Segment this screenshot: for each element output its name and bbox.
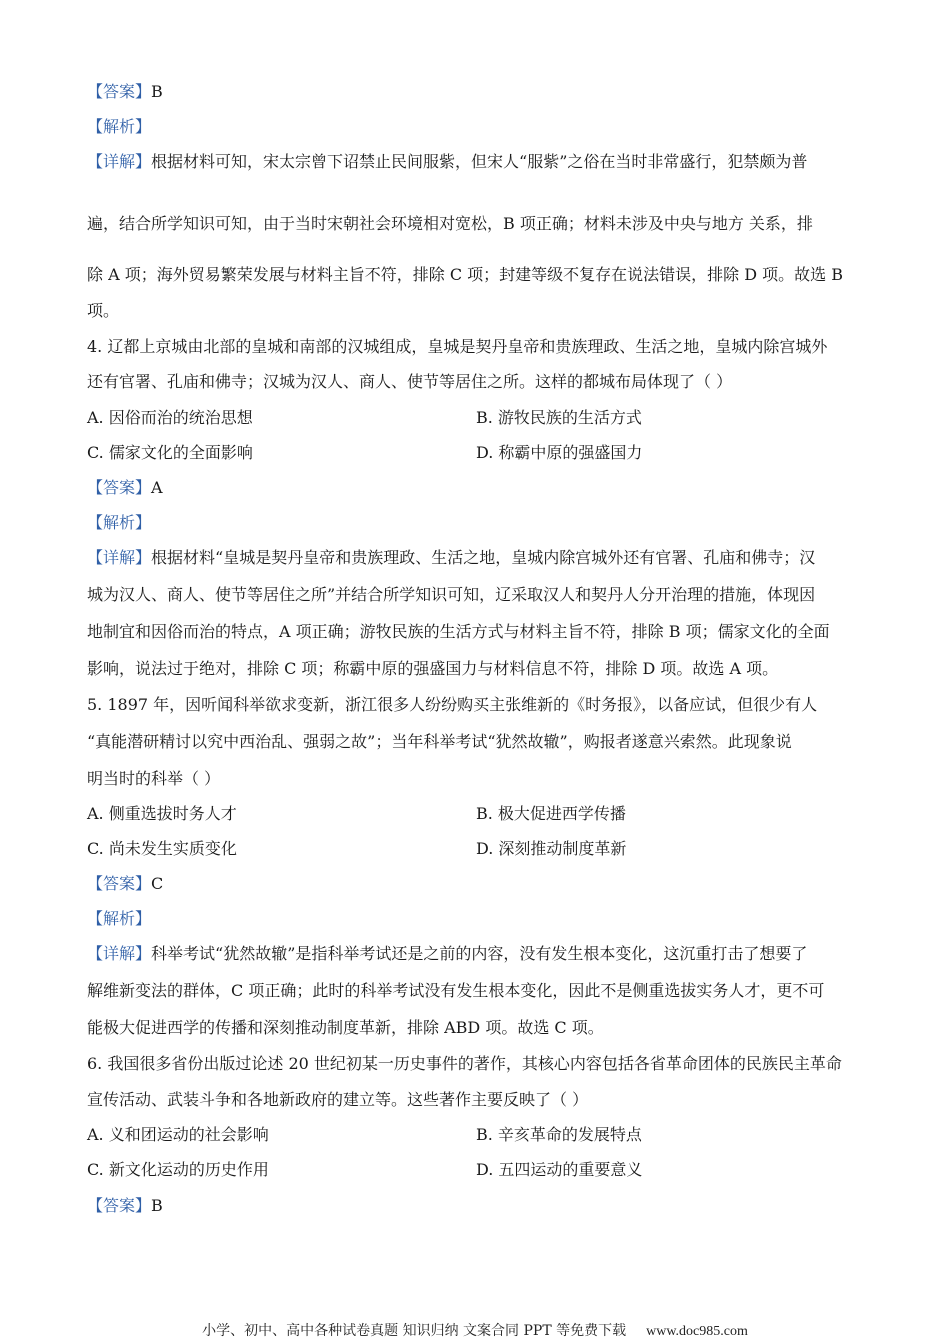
q5-detail-line: 解维新变法的群体，C 项正确；此时的科举考试没有发生根本变化，因此不是侧重选拔实务人才，更不可	[87, 981, 825, 1000]
q3-answer-line	[87, 82, 163, 102]
q5-option-a: A. 侧重选拔时务人才	[87, 804, 237, 823]
q4-option-d: D. 称霸中原的强盛国力	[476, 443, 643, 462]
q5-detail-line: 【详解】科举考试“犹然故辙”是指科举考试还是之前的内容，没有发生根本变化，这沉重打击了想要了	[87, 944, 808, 963]
q3-detail-line: 【详解】根据材料可知，宋太宗曾下诏禁止民间服紫，但宋人“服紫”之俗在当时非常盛行，犯禁颇为普	[87, 152, 808, 171]
q4-option-c: C. 儒家文化的全面影响	[87, 443, 253, 462]
q4-detail-line: 城为汉人、商人、使节等居住之所”并结合所学知识可知，辽采取汉人和契丹人分开治理的措施，体现因	[87, 585, 816, 604]
q5-analysis-tag: 【解析】	[87, 909, 152, 928]
footer-text: 小学、初中、高中各种试卷真题 知识归纳 文案合同 PPT 等免费下载	[202, 1323, 627, 1339]
answer-tag: 【答案】	[87, 1196, 152, 1215]
q5-stem: 明当时的科举（ ）	[87, 769, 221, 788]
detail-tag: 【详解】	[87, 944, 152, 963]
detail-tag: 【详解】	[87, 152, 152, 171]
q6-option-b: B. 辛亥革命的发展特点	[476, 1125, 642, 1144]
q3-detail-line: 遍，结合所学知识可知，由于当时宋朝社会环境相对宽松，B 项正确；材料未涉及中央与地方 关系，排	[87, 214, 813, 233]
q3-analysis-tag: 【解析】	[87, 117, 152, 136]
answer-tag: 【答案】	[87, 874, 152, 893]
detail-tag: 【详解】	[87, 548, 152, 567]
q4-detail-line: 地制宜和因俗而治的特点，A 项正确；游牧民族的生活方式与材料主旨不符，排除 B 项；儒家文化的全面	[87, 622, 830, 641]
q4-detail-line: 【详解】根据材料“皇城是契丹皇帝和贵族理政、生活之地，皇城内除宫城外还有官署、孔庙和佛寺；汉	[87, 548, 816, 567]
q4-detail-line: 影响，说法过于绝对，排除 C 项；称霸中原的强盛国力与材料信息不符，排除 D 项。故选 A 项。	[87, 659, 779, 678]
q6-option-c: C. 新文化运动的历史作用	[87, 1160, 269, 1179]
q3-detail-line: 除 A 项；海外贸易繁荣发展与材料主旨不符，排除 C 项；封建等级不复存在说法错误，排除 D 项。故选 B	[87, 265, 843, 284]
q6-answer-line	[87, 1196, 163, 1216]
q5-detail-line: 能极大促进西学的传播和深刻推动制度革新，排除 ABD 项。故选 C 项。	[87, 1018, 604, 1037]
footer-site-link[interactable]: www.doc985.com	[646, 1324, 748, 1339]
q5-option-b: B. 极大促进西学传播	[476, 804, 626, 823]
q4-stem: 还有官署、孔庙和佛寺；汉城为汉人、商人、使节等居住之所。这样的都城布局体现了（ ）	[87, 372, 733, 391]
answer-value: B	[151, 82, 163, 101]
q6-stem: 6. 我国很多省份出版过论述 20 世纪初某一历史事件的著作，其核心内容包括各省革命团体的民族民主革命	[87, 1054, 842, 1073]
answer-value: C	[151, 874, 164, 893]
q5-answer-line	[87, 874, 163, 894]
q5-option-c: C. 尚未发生实质变化	[87, 839, 237, 858]
q5-stem: 5. 1897 年，因听闻科举欲求变新，浙江很多人纷纷购买主张维新的《时务报》，以备应试，但很少有人	[87, 695, 818, 714]
q6-stem: 宣传活动、武装斗争和各地新政府的建立等。这些著作主要反映了（ ）	[87, 1090, 589, 1109]
answer-value: A	[151, 478, 163, 497]
q4-stem: 4. 辽都上京城由北部的皇城和南部的汉城组成，皇城是契丹皇帝和贵族理政、生活之地，皇城内除宫城外	[87, 337, 828, 356]
q4-option-b: B. 游牧民族的生活方式	[476, 408, 642, 427]
page-footer	[0, 1322, 950, 1341]
q5-option-d: D. 深刻推动制度革新	[476, 839, 627, 858]
answer-tag: 【答案】	[87, 478, 152, 497]
q3-detail-line: 项。	[87, 301, 120, 320]
answer-tag: 【答案】	[87, 82, 152, 101]
answer-value: B	[151, 1196, 163, 1215]
q4-answer-line	[87, 478, 163, 498]
q5-stem: “真能潜研精讨以究中西治乱、强弱之故”；当年科举考试“犹然故辙”，购报者遂意兴索然。此现象说	[87, 732, 792, 751]
q6-option-a: A. 义和团运动的社会影响	[87, 1125, 269, 1144]
q6-option-d: D. 五四运动的重要意义	[476, 1160, 643, 1179]
q4-analysis-tag: 【解析】	[87, 513, 152, 532]
q4-option-a: A. 因俗而治的统治思想	[87, 408, 253, 427]
